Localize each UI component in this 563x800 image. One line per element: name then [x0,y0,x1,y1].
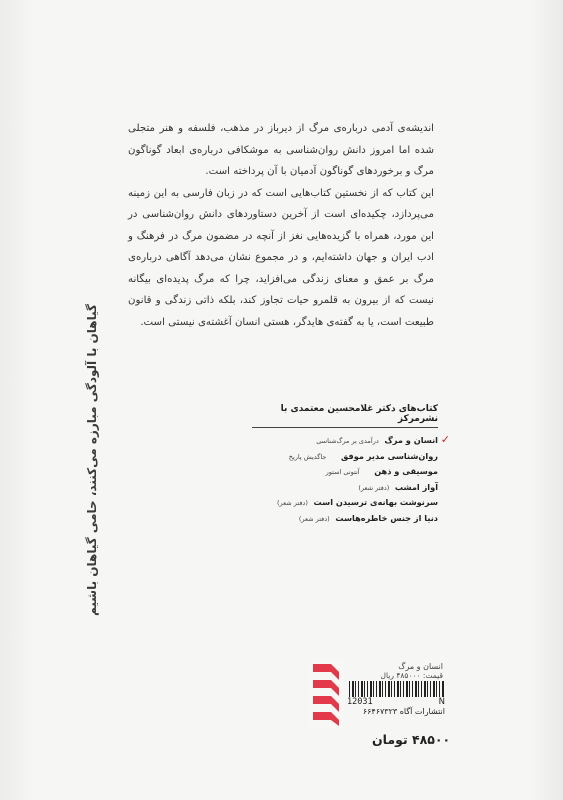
book-item [252,433,450,446]
books-heading: کتاب‌های دکتر غلامحسین معتمدی با نشرمرکز [252,404,438,428]
book-title: موسیقی و ذهن [374,466,438,476]
sticker-publisher: انتشارات آگاه ۶۶۴۶۷۳۲۳ [362,707,445,716]
slogan-text: گیاهان با آلودگی مبارزه می‌کنند، حامی گیاهان باشیم [85,304,99,616]
price-label [347,658,449,728]
book-note: درآمدی بر مرگ‌شناسی [316,437,379,445]
book-item [252,513,438,523]
book-title: انسان و مرگ [384,435,438,445]
barcode-icon [349,681,445,697]
sticker-title: انسان و مرگ [398,662,443,671]
book-item [252,497,438,507]
publisher-logo-icon [309,658,345,728]
book-translator: آنتونی استور [325,468,360,476]
sticker-letter: N [438,697,445,707]
sticker-code: 12031 [347,697,373,707]
sticker-price: قیمت: ۴۸۵۰۰۰ ریال [380,671,443,680]
book-item [252,466,438,476]
book-item [252,482,438,492]
book-title: دنیا از جنس خاطره‌هاست [335,512,438,523]
blurb-text [128,118,434,333]
book-translator: جاگدیش پاریخ [288,452,327,461]
book-note: (دفتر شعر) [298,514,330,523]
cover-price: ۴۸۵۰۰ تومان [372,732,451,747]
book-title: آواز امشب [394,481,438,492]
book-title: سرنوشت بهانه‌ی ترسیدن است [313,497,438,507]
price-sticker [309,658,449,728]
checkmark-icon: ✓ [440,433,450,446]
blurb-paragraph-1: اندیشه‌ی آدمی درباره‌ی مرگ از دیرباز در مذهب، فلسفه و هنر متجلی شده اما امروز دانش روان‌شناسی به موشکافی درباره‌ی ابعاد گوناگون مرگ و برخوردهای گوناگون آدمیان با آن پرداخته است. [128,123,434,177]
book-note: (دفتر شعر) [277,499,308,507]
book-item [252,451,438,461]
blurb-paragraph-2: این کتاب که از نخستین کتاب‌هایی است که در زبان فارسی به این زمینه می‌پردازد، چکیده‌ای است از آخرین دستاوردهای دانش روان‌شناسی در این مورد، همراه با گزیده‌هایی نغز از آنچه در مضمون مرگ در فرهنگ و ادب ایران و جهان داشته‌ایم، و در مجموع نشان می‌دهد آگاهی درباره‌ی مرگ بر عمق و معنای زندگی می‌افزاید، چرا که مرگ پدیده‌ای بیگانه نیست که از بیرون به قلمرو حیات تجاوز کند، بلکه ذاتی زندگی و قانون طبیعت است، یا به گفته‌ی هایدگر، هستی انسان آغشته‌ی نیستی است. [128,187,434,328]
book-note: (دفتر شعر) [358,483,390,492]
vertical-slogan [72,304,112,616]
book-title: روان‌شناسی مدیر موفق [340,450,438,461]
author-books-list [252,404,450,528]
